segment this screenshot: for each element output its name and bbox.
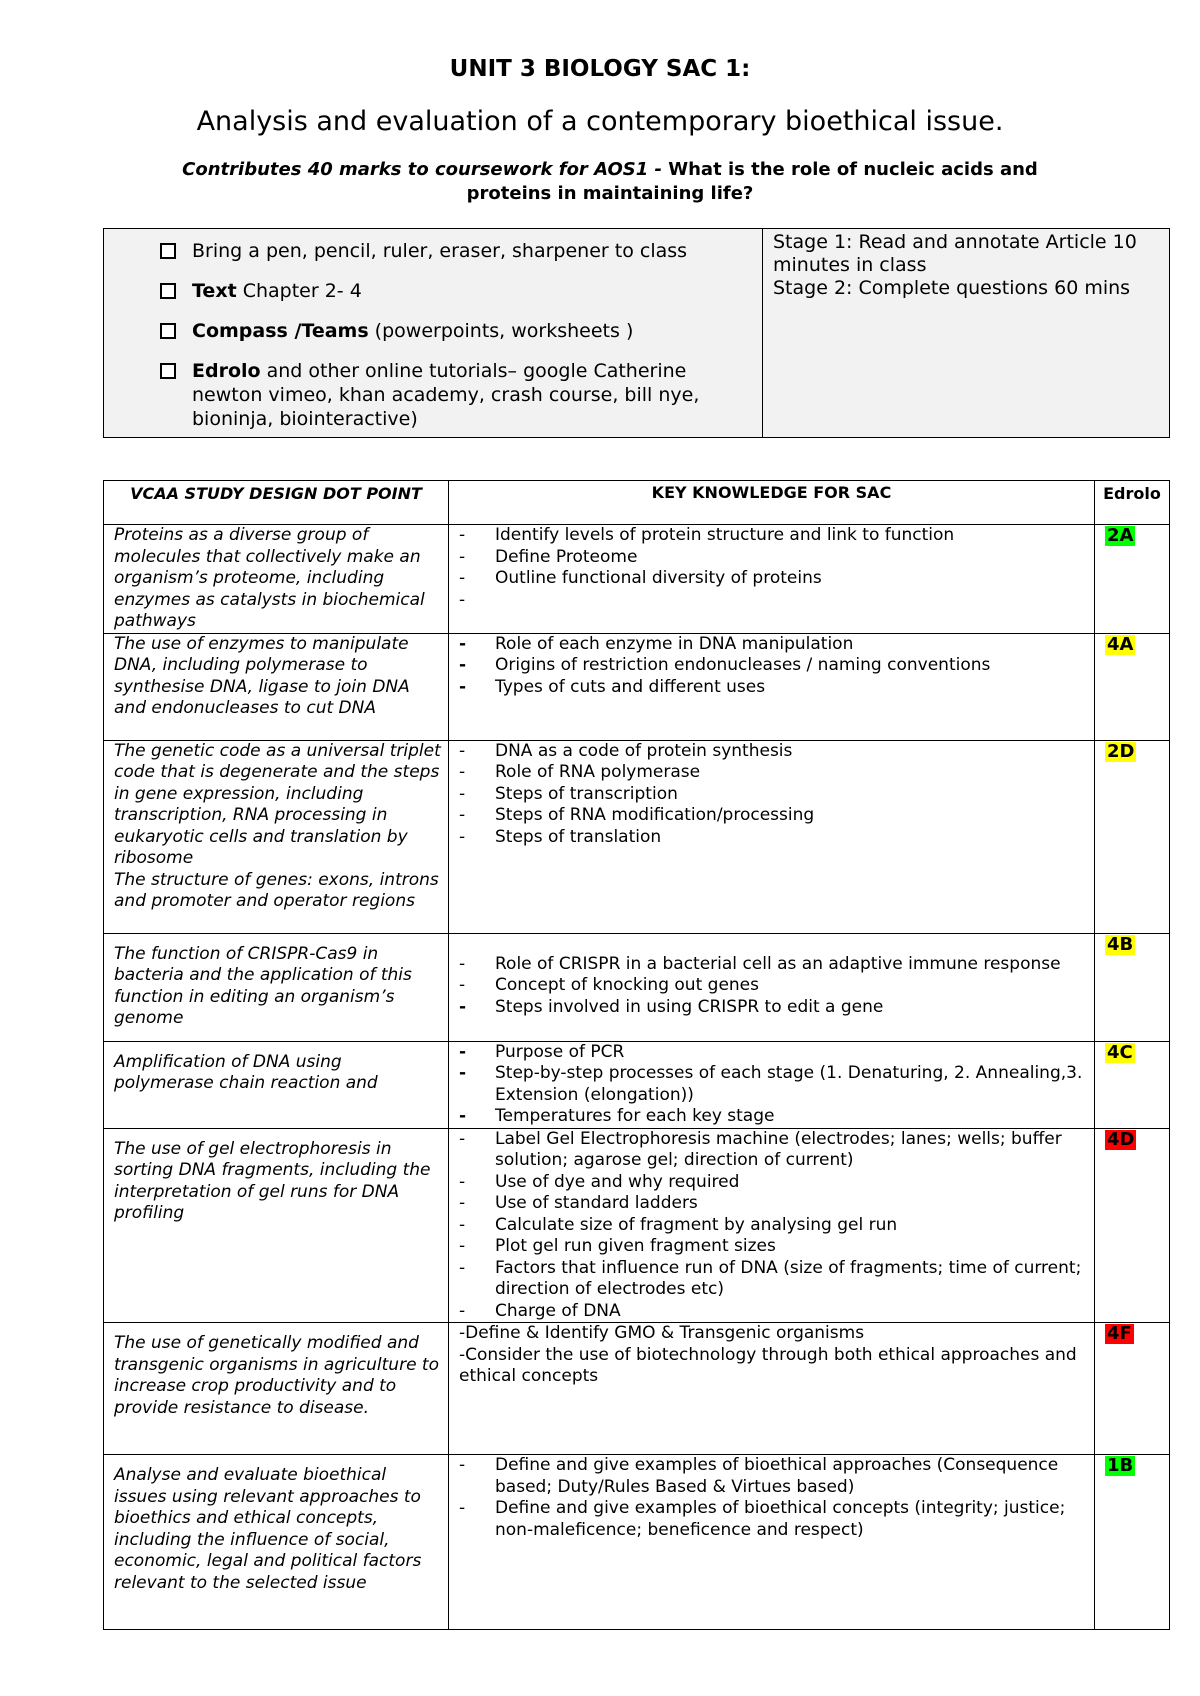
dot-point: The use of gel electrophoresis in sorting DNA fragments, including the interpretation of gel runs for DNA profiling — [104, 1128, 449, 1323]
bullet-dash: - — [459, 1455, 466, 1475]
document-subtitle: Analysis and evaluation of a contemporary bioethical issue. — [196, 106, 1004, 137]
bullet-dash: - — [459, 953, 466, 974]
knowledge-item: - Calculate size of fragment by analysing gel run — [459, 1214, 898, 1235]
edrolo-tag: 4A — [1107, 633, 1134, 655]
table-row — [104, 1041, 1170, 1128]
bullet-dash: - — [459, 1214, 466, 1235]
dot-point: Amplification of DNA using polymerase chain reaction and — [104, 1041, 449, 1128]
bullet-dash: - — [459, 589, 466, 610]
stages-cell — [763, 229, 1170, 438]
table-header-row — [104, 481, 1170, 525]
checklist-item: Bring a pen, pencil, ruler, eraser, sharpener to class — [156, 239, 762, 263]
key-knowledge — [449, 1455, 1095, 1630]
key-knowledge — [449, 525, 1095, 634]
key-knowledge: -Define & Identify GMO & Transgenic organisms -Consider the use of biotechnology through both ethical approaches and ethical concepts — [449, 1323, 1095, 1455]
materials-checklist-cell — [104, 229, 763, 438]
knowledge-item: - Origins of restriction endonucleases / naming conventions — [459, 655, 991, 675]
table-row — [104, 933, 1170, 1041]
table-row — [104, 1455, 1170, 1630]
knowledge-item: - Use of standard ladders — [459, 1193, 698, 1213]
knowledge-item: - Outline functional diversity of proteins — [459, 568, 822, 588]
edrolo-cell — [1095, 740, 1170, 933]
key-knowledge — [449, 740, 1095, 933]
checkbox-icon — [160, 323, 176, 339]
document-title: UNIT 3 BIOLOGY SAC 1: — [449, 56, 751, 82]
checklist-item: Text Chapter 2- 4 — [156, 279, 762, 303]
edrolo-cell — [1095, 1455, 1170, 1630]
table-row — [104, 1128, 1170, 1323]
bullet-dash: - — [459, 1106, 467, 1126]
table-row — [104, 525, 1170, 634]
table-row — [104, 1323, 1170, 1455]
dot-point: The use of genetically modified and transgenic organisms in agriculture to increase crop productivity and to provide resistance to disease. — [104, 1323, 449, 1455]
knowledge-item: - Steps of transcription — [459, 783, 678, 804]
table-row — [104, 740, 1170, 933]
bullet-dash: - — [459, 633, 467, 654]
header-dot-point: VCAA STUDY DESIGN DOT POINT — [104, 481, 449, 525]
bullet-dash: - — [459, 1236, 466, 1256]
bullet-dash: - — [459, 826, 466, 847]
key-knowledge — [449, 1128, 1095, 1323]
bullet-dash: - — [459, 568, 466, 588]
checklist-item: Edrolo and other online tutorials– google Catherine newton vimeo, khan academy, crash course, bill nye, bioninja, biointeractive) — [156, 359, 762, 431]
knowledge-item: - Use of dye and why required — [459, 1171, 740, 1192]
bullet-dash: - — [459, 1063, 467, 1083]
bullet-dash: - — [459, 525, 466, 545]
dot-point: The genetic code as a universal triplet code that is degenerate and the steps in gene expression, including transcription, RNA processing in eukaryotic cells and translation by ribosome The structure of genes: exons, introns and promoter and operator regions — [104, 740, 449, 933]
edrolo-cell — [1095, 525, 1170, 634]
edrolo-cell — [1095, 1041, 1170, 1128]
dot-point: The use of enzymes to manipulate DNA, including polymerase to synthesise DNA, ligase to join DNA and endonucleases to cut DNA — [104, 633, 449, 740]
bullet-dash: - — [459, 783, 466, 804]
knowledge-item: - Temperatures for each key stage — [459, 1106, 775, 1126]
edrolo-tag: 4F — [1107, 1323, 1132, 1344]
header-edrolo: Edrolo — [1095, 481, 1170, 525]
knowledge-item: - Role of RNA polymerase — [459, 762, 701, 782]
edrolo-cell — [1095, 933, 1170, 1041]
edrolo-cell — [1095, 1323, 1170, 1455]
checkbox-icon — [160, 243, 176, 259]
bullet-dash: - — [459, 996, 467, 1017]
knowledge-item: - Step-by-step processes of each stage (1. Denaturing, 2. Annealing,3. Extension (elongation)) — [459, 1063, 1083, 1105]
knowledge-item: - Define and give examples of bioethical approaches (Consequence based; Duty/Rules Based & Virtues based) — [459, 1455, 1059, 1497]
knowledge-item: - Steps of translation — [459, 826, 662, 847]
edrolo-tag: 2D — [1107, 740, 1135, 762]
edrolo-cell — [1095, 1128, 1170, 1323]
bullet-dash: - — [459, 740, 466, 761]
knowledge-item: - Steps involved in using CRISPR to edit a gene — [459, 996, 884, 1017]
edrolo-cell — [1095, 633, 1170, 740]
dot-point: The function of CRISPR-Cas9 in bacteria and the application of this function in editing an organism’s genome — [104, 933, 449, 1041]
preparation-box — [103, 228, 1170, 438]
knowledge-item: - Identify levels of protein structure and link to function — [459, 525, 955, 545]
checkbox-icon — [160, 283, 176, 299]
materials-checklist — [104, 229, 762, 431]
key-knowledge — [449, 633, 1095, 740]
knowledge-item: - Concept of knocking out genes — [459, 975, 759, 995]
dot-point: Proteins as a diverse group of molecules that collectively make an organism’s proteome, including enzymes as catalysts in biochemical pathways — [104, 525, 449, 634]
knowledge-item: - Role of CRISPR in a bacterial cell as an adaptive immune response — [459, 953, 1061, 974]
key-knowledge-table — [103, 480, 1170, 1630]
knowledge-item: - Steps of RNA modification/processing — [459, 805, 815, 825]
bullet-dash: - — [459, 546, 466, 567]
bullet-dash: - — [459, 762, 466, 782]
knowledge-item: - Factors that influence run of DNA (size of fragments; time of current; direction of electrodes etc) — [459, 1257, 1082, 1299]
knowledge-item: - DNA as a code of protein synthesis — [459, 740, 793, 761]
header-key-knowledge: KEY KNOWLEDGE FOR SAC — [449, 481, 1095, 525]
stage-2: Stage 2: Complete questions 60 mins — [773, 277, 1131, 299]
knowledge-item: - Types of cuts and different uses — [459, 676, 766, 697]
edrolo-tag: 4C — [1107, 1041, 1133, 1063]
checkbox-icon — [160, 363, 176, 379]
key-knowledge — [449, 1041, 1095, 1128]
knowledge-item: - Define Proteome — [459, 546, 638, 567]
bullet-dash: - — [459, 1257, 466, 1278]
bullet-dash: - — [459, 1498, 466, 1518]
key-knowledge — [449, 933, 1095, 1041]
bullet-dash: - — [459, 655, 467, 675]
dot-point: Analyse and evaluate bioethical issues using relevant approaches to bioethics and ethical concepts, including the influence of social, economic, legal and political factors relevant to the selected issue — [104, 1455, 449, 1630]
knowledge-item: - Purpose of PCR — [459, 1041, 625, 1062]
bullet-dash: - — [459, 805, 466, 825]
stage-1: Stage 1: Read and annotate Article 10 minutes in class — [773, 231, 1137, 276]
bullet-dash: - — [459, 1041, 467, 1062]
checklist-item: Compass /Teams (powerpoints, worksheets ) — [156, 319, 762, 343]
bullet-dash: - — [459, 975, 466, 995]
knowledge-item: - Role of each enzyme in DNA manipulation — [459, 633, 854, 654]
bullet-dash: - — [459, 1300, 466, 1321]
bullet-dash: - — [459, 1193, 466, 1213]
bullet-dash: - — [459, 676, 467, 697]
edrolo-tag: 2A — [1107, 525, 1134, 546]
table-row — [104, 633, 1170, 740]
knowledge-item: - Plot gel run given fragment sizes — [459, 1236, 776, 1256]
knowledge-item: - Charge of DNA — [459, 1300, 621, 1321]
knowledge-item: - Label Gel Electrophoresis machine (electrodes; lanes; wells; buffer solution; agarose gel; direction of current) — [459, 1128, 1062, 1170]
contribution-note — [140, 158, 1080, 206]
contribution-italic: Contributes 40 marks to coursework for AOS1 - — [182, 159, 662, 180]
bullet-dash: - — [459, 1128, 466, 1149]
edrolo-tag: 4B — [1107, 933, 1134, 955]
knowledge-item: - Define and give examples of bioethical concepts (integrity; justice; non-maleficence; beneficence and respect) — [459, 1498, 1066, 1540]
contribution-question: What is the role of nucleic acids and proteins in maintaining life? — [466, 159, 1038, 204]
bullet-dash: - — [459, 1171, 466, 1192]
edrolo-tag: 4D — [1107, 1128, 1135, 1150]
edrolo-tag: 1B — [1107, 1455, 1134, 1476]
